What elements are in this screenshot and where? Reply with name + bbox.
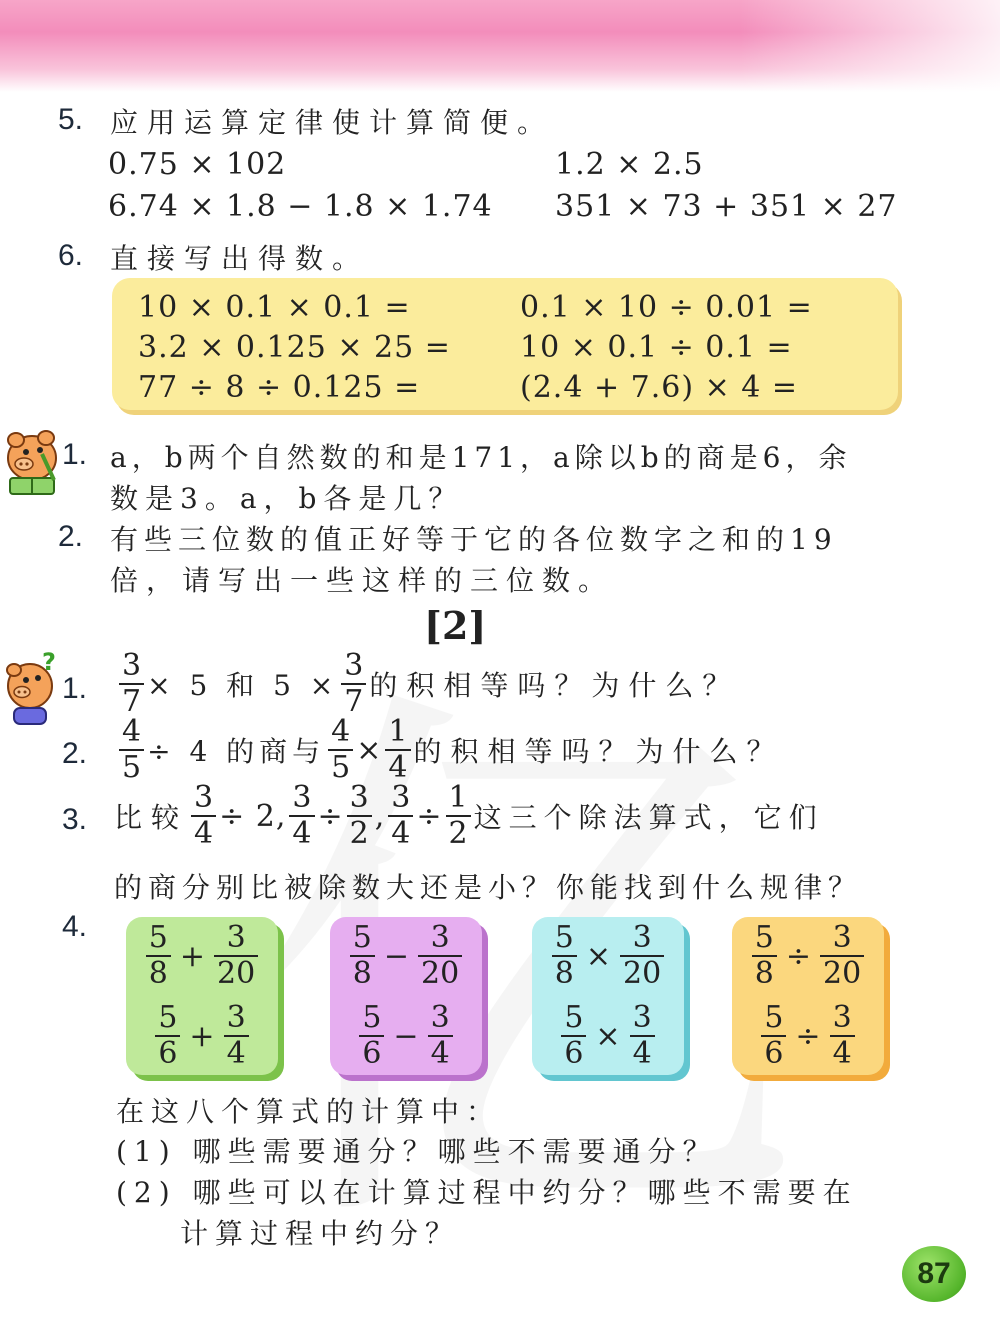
fraction-3-4-c: $\frac{3}{4}$ [388, 783, 413, 849]
p2-q4-lead: 在这八个算式的计算中： [116, 1095, 502, 1128]
card-op: × [595, 1018, 621, 1054]
q6-expr-1: 10 × 0.1 × 0.1 = [138, 290, 411, 325]
p2-q3-line2: 的商分别比被除数大还是小？你能找到什么规律？ [114, 871, 863, 904]
think-p1-line1: a，b两个自然数的和是171，a除以b的商是6，余 [110, 441, 852, 474]
card-op: ÷ [795, 1018, 821, 1054]
fraction-3-7-b: $\frac{3}{7}$ [341, 651, 366, 717]
q5-expr-2: 1.2 × 2.5 [555, 147, 704, 182]
p2-q3-line [114, 780, 824, 851]
q5-expr-4: 351 × 73 + 351 × 27 [555, 189, 898, 224]
card-division: $\frac{5}{8}$ ÷ $\frac{3}{20}$ $\frac{5}{6}$ ÷ $\frac{3}{4}$ [732, 917, 884, 1075]
p2-q4-sub1: (1) 哪些需要通分？哪些不需要通分？ [116, 1135, 718, 1168]
fraction-3-7-a: $\frac{3}{7}$ [119, 651, 144, 717]
fraction-4-5-a: $\frac{4}{5}$ [119, 717, 144, 783]
q6-expr-4: 10 × 0.1 ÷ 0.1 = [520, 330, 793, 365]
p2-q3-op1: ÷ 2, [219, 798, 287, 834]
think-p1-number: 1. [62, 438, 88, 471]
p2-q3-lead: 比较 [114, 801, 189, 834]
p2-q2-tail: 的积相等吗？为什么？ [413, 735, 784, 768]
q5-title: 应用运算定律使计算简便。 [110, 106, 555, 139]
fraction-3-4-b: $\frac{3}{4}$ [289, 783, 314, 849]
svg-text:?: ? [42, 652, 56, 676]
q6-expr-5: 77 ÷ 8 ÷ 0.125 = [138, 370, 421, 405]
p2-q4-sub2-line2: 计算过程中约分？ [180, 1217, 461, 1250]
fraction-1-2: $\frac{1}{2}$ [446, 783, 471, 849]
p2-q1-number: 1. [62, 672, 88, 705]
p2-q4-sub2-line1: (2) 哪些可以在计算过程中约分？哪些不需要在 [116, 1176, 858, 1209]
question-pig-mascot-icon [2, 652, 64, 726]
p2-q3-sep: , [374, 798, 386, 834]
p2-q2-mid: ÷ 4 的商与 [147, 735, 326, 768]
p2-q1-tail: 的积相等吗？为什么？ [369, 669, 740, 702]
p2-q3-op2: ÷ [317, 798, 344, 834]
p2-q3-number: 3. [62, 803, 88, 836]
section-title: [2] [424, 603, 487, 648]
think-p2-line1: 有些三位数的值正好等于它的各位数字之和的19 [110, 523, 838, 556]
p2-q2-times: × [356, 732, 383, 768]
q5-expr-1: 0.75 × 102 [108, 147, 287, 182]
q6-expr-2: 0.1 × 10 ÷ 0.01 = [520, 290, 813, 325]
reading-pig-mascot-icon [2, 428, 64, 500]
card-op: + [189, 1018, 215, 1054]
q6-expr-6: (2.4 + 7.6) × 4 = [520, 370, 799, 405]
p2-q1-times: × 5 和 5 × [147, 669, 339, 702]
card-multiplication: $\frac{5}{8}$ × $\frac{3}{20}$ $\frac{5}{6}$ × $\frac{3}{4}$ [532, 917, 684, 1075]
think-p1-line2: 数是3。a，b各是几？ [110, 482, 464, 515]
card-op: − [383, 938, 410, 974]
fraction-3-2: $\frac{3}{2}$ [347, 783, 372, 849]
card-op: − [393, 1018, 419, 1054]
q6-number: 6. [58, 239, 84, 272]
card-addition: $\frac{5}{8}$ + $\frac{3}{20}$ $\frac{5}{6}$ + $\frac{3}{4}$ [126, 917, 278, 1075]
card-op: × [585, 938, 612, 974]
fraction-4-5-b: $\frac{4}{5}$ [328, 717, 353, 783]
q5-expr-3: 6.74 × 1.8 − 1.8 × 1.74 [108, 189, 493, 224]
p2-q1-line [116, 648, 740, 719]
fraction-1-4: $\frac{1}{4}$ [385, 717, 410, 783]
card-subtraction: $\frac{5}{8}$ − $\frac{3}{20}$ $\frac{5}{6}$ − $\frac{3}{4}$ [330, 917, 482, 1075]
p2-q2-line [116, 714, 784, 785]
q6-expr-3: 3.2 × 0.125 × 25 = [138, 330, 451, 365]
card-op: ÷ [785, 938, 812, 974]
p2-q3-tail: 这三个除法算式，它们 [473, 801, 824, 834]
card-op: + [179, 938, 206, 974]
header-banner-fade [740, 0, 1000, 92]
q6-title: 直接写出得数。 [110, 242, 370, 275]
fraction-3-4-a: $\frac{3}{4}$ [191, 783, 216, 849]
q5-number: 5. [58, 103, 84, 136]
think-p2-line2: 倍，请写出一些这样的三位数。 [110, 564, 615, 597]
page-number-badge: 87 [902, 1246, 966, 1302]
think-p2-number: 2. [58, 520, 84, 553]
p2-q4-number: 4. [62, 910, 88, 943]
p2-q3-op3: ÷ [416, 798, 443, 834]
p2-q2-number: 2. [62, 737, 88, 770]
